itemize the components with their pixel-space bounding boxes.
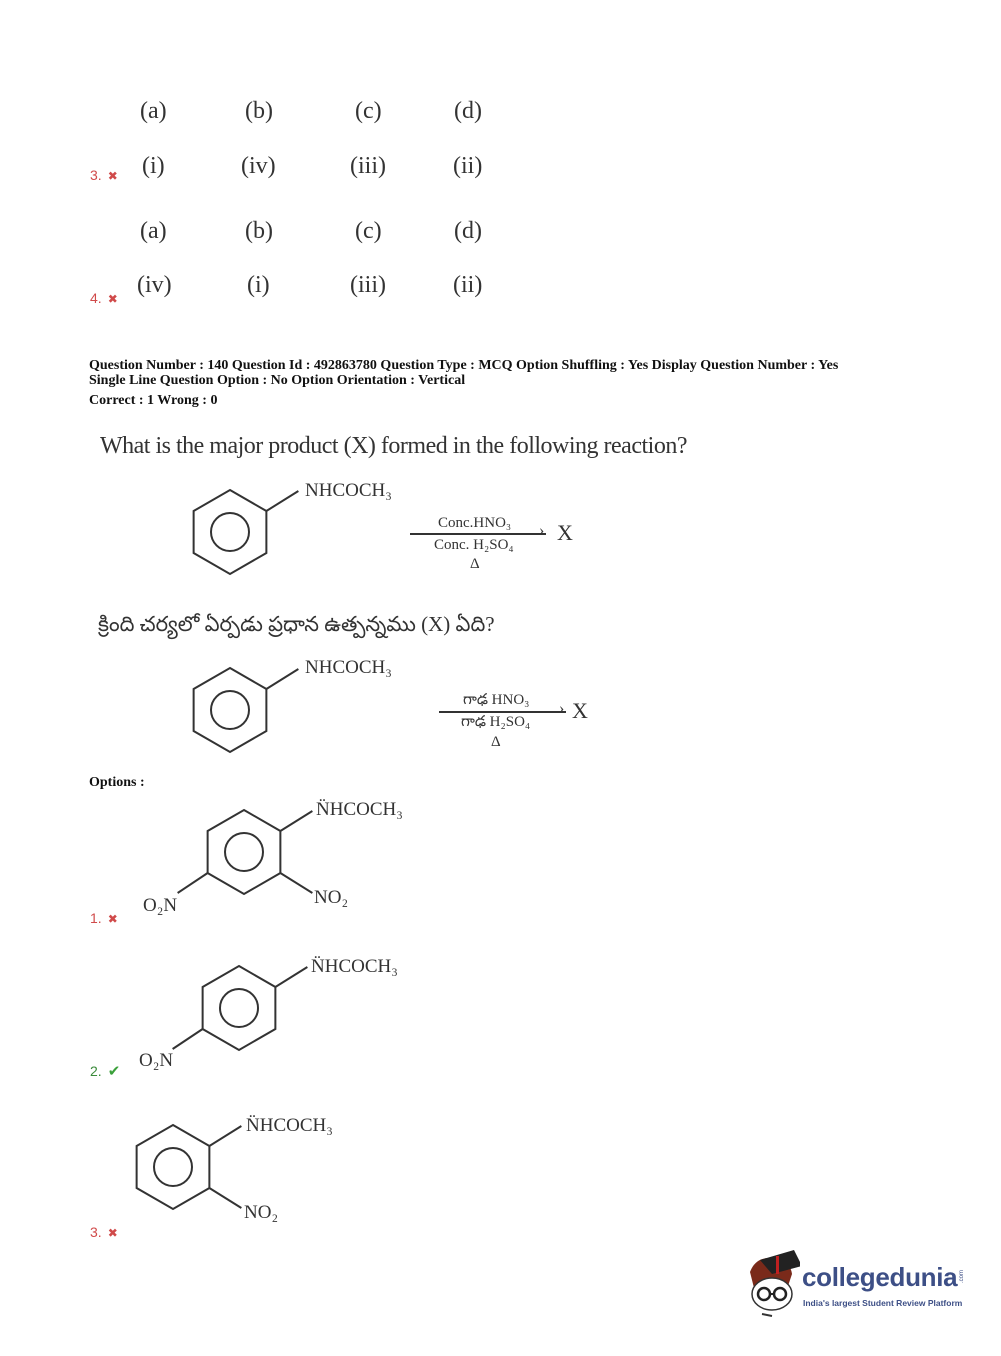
check-icon: ✔	[107, 1063, 121, 1080]
ring-hexagon	[203, 966, 276, 1050]
ring-hexagon	[208, 810, 281, 894]
value-b: (iv)	[241, 153, 276, 179]
ring-aromatic-circle	[225, 833, 263, 871]
meta-line-2: Single Line Question Option : No Option Orientation : Vertical	[89, 373, 466, 388]
meta-line-1: Question Number : 140 Question Id : 492863780 Question Type : MCQ Option Shuffling : Yes Display Question Number : Yes	[89, 358, 839, 373]
ring-aromatic-circle	[211, 513, 249, 551]
ring-aromatic-circle	[220, 989, 258, 1027]
value-a: (i)	[142, 153, 165, 179]
value-a: (iv)	[137, 272, 172, 298]
ring-hexagon	[194, 668, 267, 752]
option-number: 2. ✔	[90, 1063, 121, 1080]
substituent-bond	[266, 491, 298, 511]
header-a: (a)	[140, 98, 167, 124]
substituent-bond	[280, 811, 312, 831]
options-label: Options :	[89, 775, 145, 790]
option-number: 3. ✖	[90, 1224, 118, 1240]
benzene-ring	[0, 0, 1, 1]
heat-symbol: Δ	[470, 556, 480, 572]
substituent-bond	[280, 873, 312, 893]
header-d: (d)	[454, 218, 482, 244]
question-text-english: What is the major product (X) formed in the following reaction?	[100, 433, 687, 459]
group-no2: NO₂	[314, 887, 349, 908]
option-number: 4. ✖	[90, 290, 118, 306]
reagent-bottom: గాఢ H₂SO₄	[461, 714, 531, 730]
meta-marks: Correct : 1 Wrong : 0	[89, 393, 218, 408]
wrong-icon: ✖	[107, 912, 118, 926]
reagent-top: Conc.HNO₃	[438, 515, 512, 531]
group-no2: NO₂	[244, 1202, 279, 1223]
value-c: (iii)	[350, 272, 386, 298]
wrong-icon: ✖	[107, 1226, 118, 1240]
wrong-icon: ✖	[107, 169, 118, 183]
mascot-icon	[742, 1250, 800, 1318]
ring-hexagon	[137, 1125, 210, 1209]
reagent-bottom: Conc. H₂SO₄	[434, 537, 514, 553]
header-b: (b)	[245, 218, 273, 244]
question-meta	[89, 358, 838, 408]
collegedunia-logo	[742, 1250, 992, 1320]
group-o2n: O₂N	[139, 1050, 174, 1071]
header-c: (c)	[355, 218, 382, 244]
header-a: (a)	[140, 218, 167, 244]
substituent-bond	[178, 873, 208, 893]
arrow-line	[410, 533, 546, 535]
header-b: (b)	[245, 98, 273, 124]
logo-suffix: .com	[959, 1270, 966, 1284]
group-nhcoch3: N̈HCOCH₃	[316, 799, 403, 820]
header-c: (c)	[355, 98, 382, 124]
arrow-head-icon: ›	[559, 700, 565, 717]
value-d: (ii)	[453, 153, 483, 179]
value-c: (iii)	[350, 153, 386, 179]
option-number: 3. ✖	[90, 167, 118, 183]
substituent-bond	[266, 669, 298, 689]
question-text-telugu: క్రింది చర్యలో ఏర్పడు ప్రధాన ఉత్పన్నము (X) ఏది?	[98, 612, 495, 636]
substituent-label: NHCOCH₃	[305, 657, 392, 678]
substituent-bond	[209, 1126, 241, 1146]
group-o2n: O₂N	[143, 895, 178, 916]
logo-title: collegedunia	[802, 1262, 958, 1292]
substituent-bond	[173, 1029, 203, 1049]
product-x: X	[572, 698, 588, 723]
heat-symbol: Δ	[491, 734, 501, 750]
value-d: (ii)	[453, 272, 483, 298]
product-x: X	[557, 520, 573, 545]
logo-tagline: India's largest Student Review Platform	[803, 1298, 963, 1308]
value-b: (i)	[247, 272, 270, 298]
ring-hexagon	[194, 490, 267, 574]
ring-aromatic-circle	[154, 1148, 192, 1186]
logo-wordmark	[802, 1262, 966, 1292]
ring-aromatic-circle	[211, 691, 249, 729]
group-nhcoch3: N̈HCOCH₃	[311, 956, 398, 977]
substituent-bond	[275, 967, 307, 987]
header-d: (d)	[454, 98, 482, 124]
wrong-icon: ✖	[107, 292, 118, 306]
reagent-top: గాఢ HNO₃	[463, 692, 530, 708]
arrow-head-icon: ›	[539, 522, 545, 539]
substituent-bond	[209, 1188, 241, 1208]
arrow-line	[439, 711, 566, 713]
substituent-label: NHCOCH₃	[305, 480, 392, 501]
group-nhcoch3: N̈HCOCH₃	[246, 1115, 333, 1136]
option-number: 1. ✖	[90, 910, 118, 926]
